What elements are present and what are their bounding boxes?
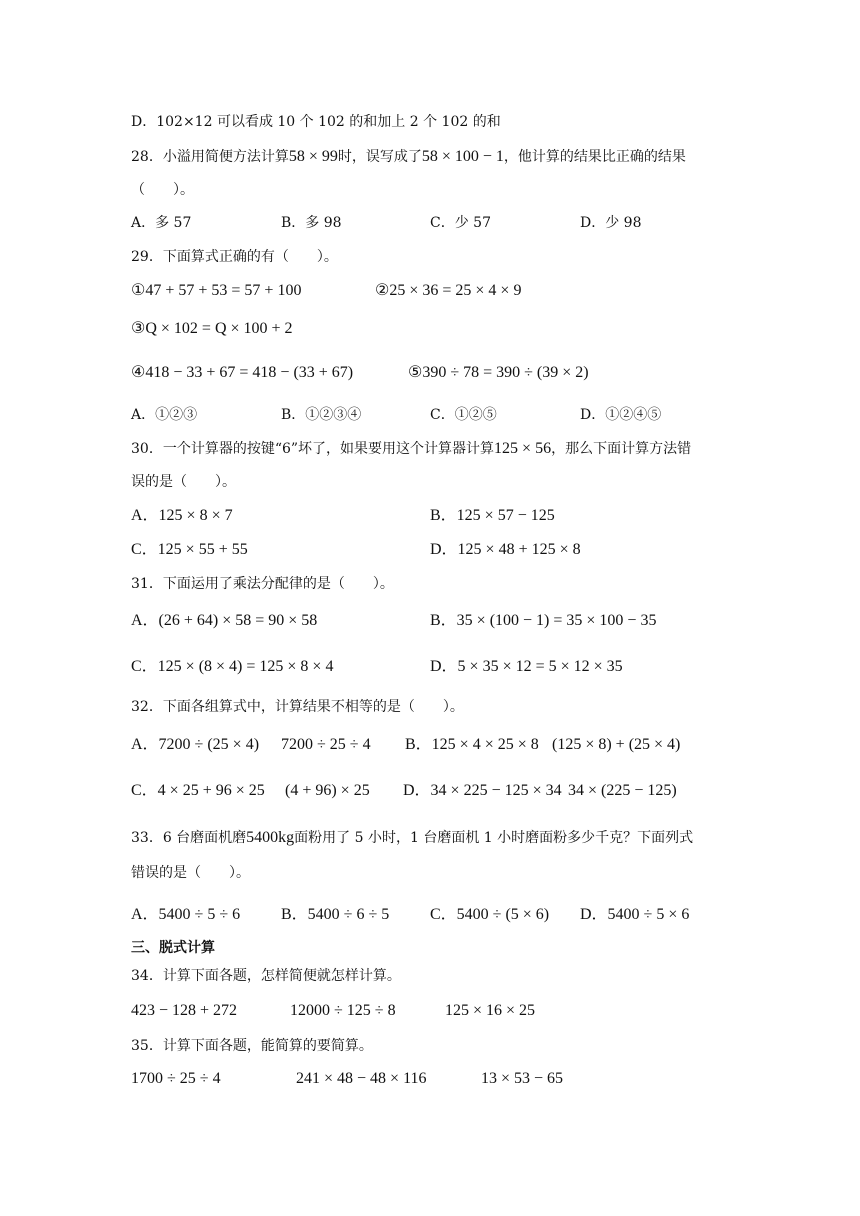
q35-stem: 35．计算下面各题，能简算的要简算。 — [131, 1038, 373, 1054]
q32-option-a-2: 7200 ÷ 25 ÷ 4 — [281, 736, 371, 753]
q30-stem — [131, 438, 691, 460]
q31-stem: 31．下面运用了乘法分配律的是（ ）。 — [131, 576, 394, 592]
q28-intro: 28．小溢用简便方法计算 — [131, 149, 289, 165]
q32-option-d-2: 34 × (225 − 125) — [568, 782, 677, 799]
q30-option-d: D．125 × 48 + 125 × 8 — [430, 541, 581, 558]
q33-intro: 33．6 台磨面机磨 — [131, 830, 247, 846]
q28-stem-line2: （ ）。 — [131, 182, 194, 198]
q35-expr-3: 13 × 53 − 65 — [481, 1070, 564, 1087]
q33-option-b: B．5400 ÷ 6 ÷ 5 — [281, 906, 390, 923]
q33-stem — [131, 827, 693, 849]
q28-expr-1: 58 × 99 — [288, 148, 338, 165]
q32-stem: 32．下面各组算式中，计算结果不相等的是（ ）。 — [131, 699, 464, 715]
q30-intro: 30．一个计算器的按键“6”坏了，如果要用这个计算器计算 — [131, 441, 495, 457]
q33-tail: 面粉用了 5 小时，1 台磨面机 1 小时磨面粉多少千克？下面列式 — [294, 830, 694, 846]
q32-option-d-1: D．34 × 225 − 125 × 34 — [403, 782, 562, 799]
q29-option-a: A．①②③ — [131, 407, 198, 423]
q35-expr-1: 1700 ÷ 25 ÷ 4 — [131, 1070, 221, 1087]
q34-expr-2: 12000 ÷ 125 ÷ 8 — [290, 1002, 396, 1019]
q30-option-a: A．125 × 8 × 7 — [131, 507, 233, 524]
q29-option-d: D．①②④⑤ — [580, 407, 662, 423]
q33-stem-line2: 错误的是（ ）。 — [131, 865, 250, 881]
q32-option-b-2: (125 × 8) + (25 × 4) — [552, 736, 681, 753]
q28-stem — [131, 146, 686, 168]
q32-option-c-2: (4 + 96) × 25 — [285, 782, 370, 799]
q31-option-b: B．35 × (100 − 1) = 35 × 100 − 35 — [430, 612, 657, 629]
q30-option-c: C．125 × 55 + 55 — [131, 541, 248, 558]
section-heading: 三、脱式计算 — [131, 940, 215, 956]
q29-option-c: C．①②⑤ — [430, 407, 497, 423]
q30-option-b: B．125 × 57 − 125 — [430, 507, 555, 524]
q28-expr-2: 58 × 100 − 1 — [421, 148, 504, 165]
q34-stem: 34．计算下面各题，怎样简便就怎样计算。 — [131, 968, 401, 984]
q33-option-a: A．5400 ÷ 5 ÷ 6 — [131, 906, 241, 923]
q31-option-a: A．(26 + 64) × 58 = 90 × 58 — [131, 612, 318, 629]
q29-expr-1: ①47 + 57 + 53 = 57 + 100 — [131, 282, 302, 299]
q28-option-d: D．少 98 — [580, 215, 642, 231]
q29-expr-5: ⑤390 ÷ 78 = 390 ÷ (39 × 2) — [408, 364, 589, 381]
q29-expr-4: ④418 − 33 + 67 = 418 − (33 + 67) — [131, 364, 354, 381]
q28-mid: 时，误写成了 — [337, 149, 422, 165]
q30-stem-line2: 误的是（ ）。 — [131, 474, 236, 490]
q28-tail: ，他计算的结果比正确的结果 — [503, 149, 686, 165]
q31-option-c: C．125 × (8 × 4) = 125 × 8 × 4 — [131, 658, 334, 675]
q35-expr-2: 241 × 48 − 48 × 116 — [296, 1070, 427, 1087]
q29-expr-3: ③Q × 102 = Q × 100 + 2 — [131, 320, 293, 337]
q33-option-d: D．5400 ÷ 5 × 6 — [580, 906, 690, 923]
option-d-line: D．102×12 可以看成 10 个 102 的和加上 2 个 102 的和 — [131, 114, 501, 130]
q28-option-c: C．少 57 — [430, 215, 491, 231]
q33-quantity: 5400kg — [246, 829, 295, 846]
q33-option-c: C．5400 ÷ (5 × 6) — [430, 906, 550, 923]
q28-option-b: B．多 98 — [281, 215, 342, 231]
q30-expr: 125 × 56 — [494, 440, 552, 457]
q31-option-d: D．5 × 35 × 12 = 5 × 12 × 35 — [430, 658, 623, 675]
q29-option-b: B．①②③④ — [281, 407, 362, 423]
q32-option-b-1: B．125 × 4 × 25 × 8 — [405, 736, 539, 753]
q29-stem: 29．下面算式正确的有（ ）。 — [131, 249, 338, 265]
q29-expr-2: ②25 × 36 = 25 × 4 × 9 — [375, 282, 522, 299]
q30-tail: ，那么下面计算方法错 — [551, 441, 692, 457]
q32-option-c-1: C．4 × 25 + 96 × 25 — [131, 782, 265, 799]
q32-option-a-1: A．7200 ÷ (25 × 4) — [131, 736, 260, 753]
q34-expr-3: 125 × 16 × 25 — [445, 1002, 536, 1019]
q28-option-a: A．多 57 — [131, 215, 192, 231]
q34-expr-1: 423 − 128 + 272 — [131, 1002, 238, 1019]
